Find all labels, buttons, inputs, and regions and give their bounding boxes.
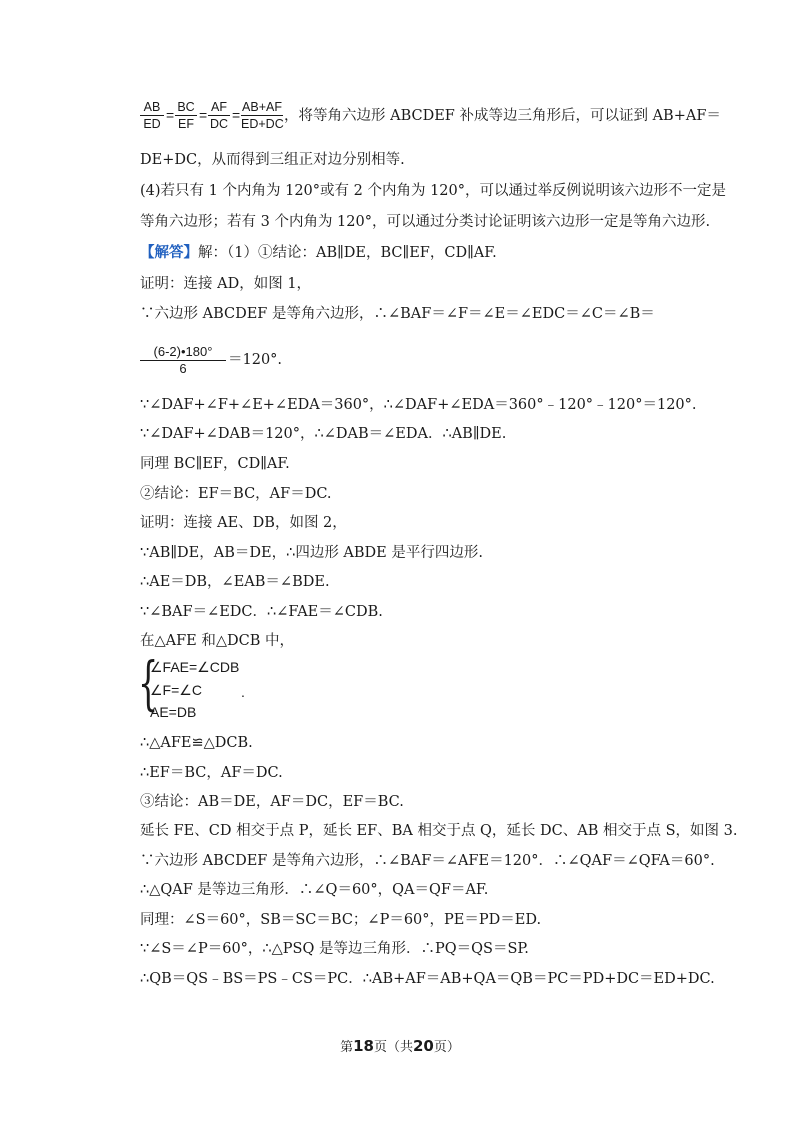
fraction-ab-ed: $\frac{AB}{ED}$ [140,99,164,132]
equals-sign: = [199,107,208,123]
angle-fraction: $\frac{(6-2)•180^\circ}{6}$ [140,344,226,377]
left-brace: { [138,649,159,717]
text-line: ∴QB＝QS﹣BS＝PS﹣CS＝PC．∴AB+AF＝AB+QA＝QB＝PC＝PD+DC＝ED+DC. [140,971,715,987]
text-line: ③结论：AB＝DE，AF＝DC，EF＝BC. [140,794,404,810]
text-line: ②结论：EF＝BC，AF＝DC. [140,486,332,502]
system-end: . [241,684,245,700]
text-line: 同理 BC∥EF，CD∥AF. [140,456,290,472]
text-line: (4)若只有 1 个内角为 120°或有 2 个内角为 120°，可以通过举反例说明该六边形不一定是 [140,183,726,199]
system-row: ∠FAE=∠CDB [150,659,240,675]
fraction-sum: $\frac{AB+AF}{ED+DC}$ [241,100,284,131]
text-line: ∵∠DAF+∠F+∠E+∠EDA＝360°，∴∠DAF+∠EDA＝360°﹣120°﹣120°＝120°. [140,397,697,413]
text-line: 证明：连接 AE、DB，如图 2， [140,515,347,531]
text-line: 在△AFE 和△DCB 中， [140,633,295,649]
fraction-af-dc: $\frac{AF}{DC}$ [209,100,229,131]
text-line: DE+DC，从而得到三组正对边分别相等. [140,152,405,168]
answer-tag: 【解答】 [140,244,198,261]
angle-result: ＝120°. [228,352,283,368]
system-row: ∠F=∠C [150,682,202,698]
total-pages: 20 [413,1037,434,1055]
answer-line [140,243,680,263]
text-line: ∵∠DAF+∠DAB＝120°，∴∠DAB＝∠EDA．∴AB∥DE. [140,426,507,442]
fraction-row-text: ，将等角六边形 ABCDEF 补成等边三角形后，可以证到 AB+AF＝ [284,108,721,124]
text-line: 等角六边形；若有 3 个内角为 120°，可以通过分类讨论证明该六边形一定是等角六边形. [140,214,711,230]
system-row: AE=DB [150,704,197,720]
fraction-bc-ef: $\frac{BC}{EF}$ [175,99,197,132]
text-line: ∴△AFE≌△DCB. [140,735,253,751]
page-footer: 第18页（共20页） [340,1037,460,1055]
text-line: ∵∠S＝∠P＝60°，∴△PSQ 是等边三角形．∴PQ＝QS＝SP. [140,941,529,957]
equals-sign: = [166,107,175,123]
text-line: 证明：连接 AD，如图 1， [140,276,312,292]
text-line: ∵AB∥DE，AB＝DE，∴四边形 ABDE 是平行四边形. [140,545,483,561]
equals-sign: = [232,107,241,123]
text-line: ∵∠BAF＝∠EDC．∴∠FAE＝∠CDB. [140,604,383,620]
text-line: ∴EF＝BC，AF＝DC. [140,765,283,781]
text-line: 延长 FE、CD 相交于点 P，延长 EF、BA 相交于点 Q，延长 DC、AB 相交于点 S，如图 3. [140,823,738,839]
text-line: ∴AE＝DB，∠EAB＝∠BDE. [140,574,330,590]
text-line: 同理：∠S＝60°，SB＝SC＝BC；∠P＝60°，PE＝PD＝ED. [140,912,542,928]
text-line: ∵六边形 ABCDEF 是等角六边形，∴∠BAF＝∠F＝∠E＝∠EDC＝∠C＝∠B＝ [140,306,655,322]
page-number: 18 [353,1037,374,1055]
text-line: ∵六边形 ABCDEF 是等角六边形，∴∠BAF＝∠AFE＝120°．∴∠QAF＝∠QFA＝60°. [140,853,715,869]
text-line: ∴△QAF 是等边三角形．∴∠Q＝60°，QA＝QF＝AF. [140,882,489,898]
answer-text: 解：（1）①结论：AB∥DE，BC∥EF，CD∥AF. [198,245,497,261]
